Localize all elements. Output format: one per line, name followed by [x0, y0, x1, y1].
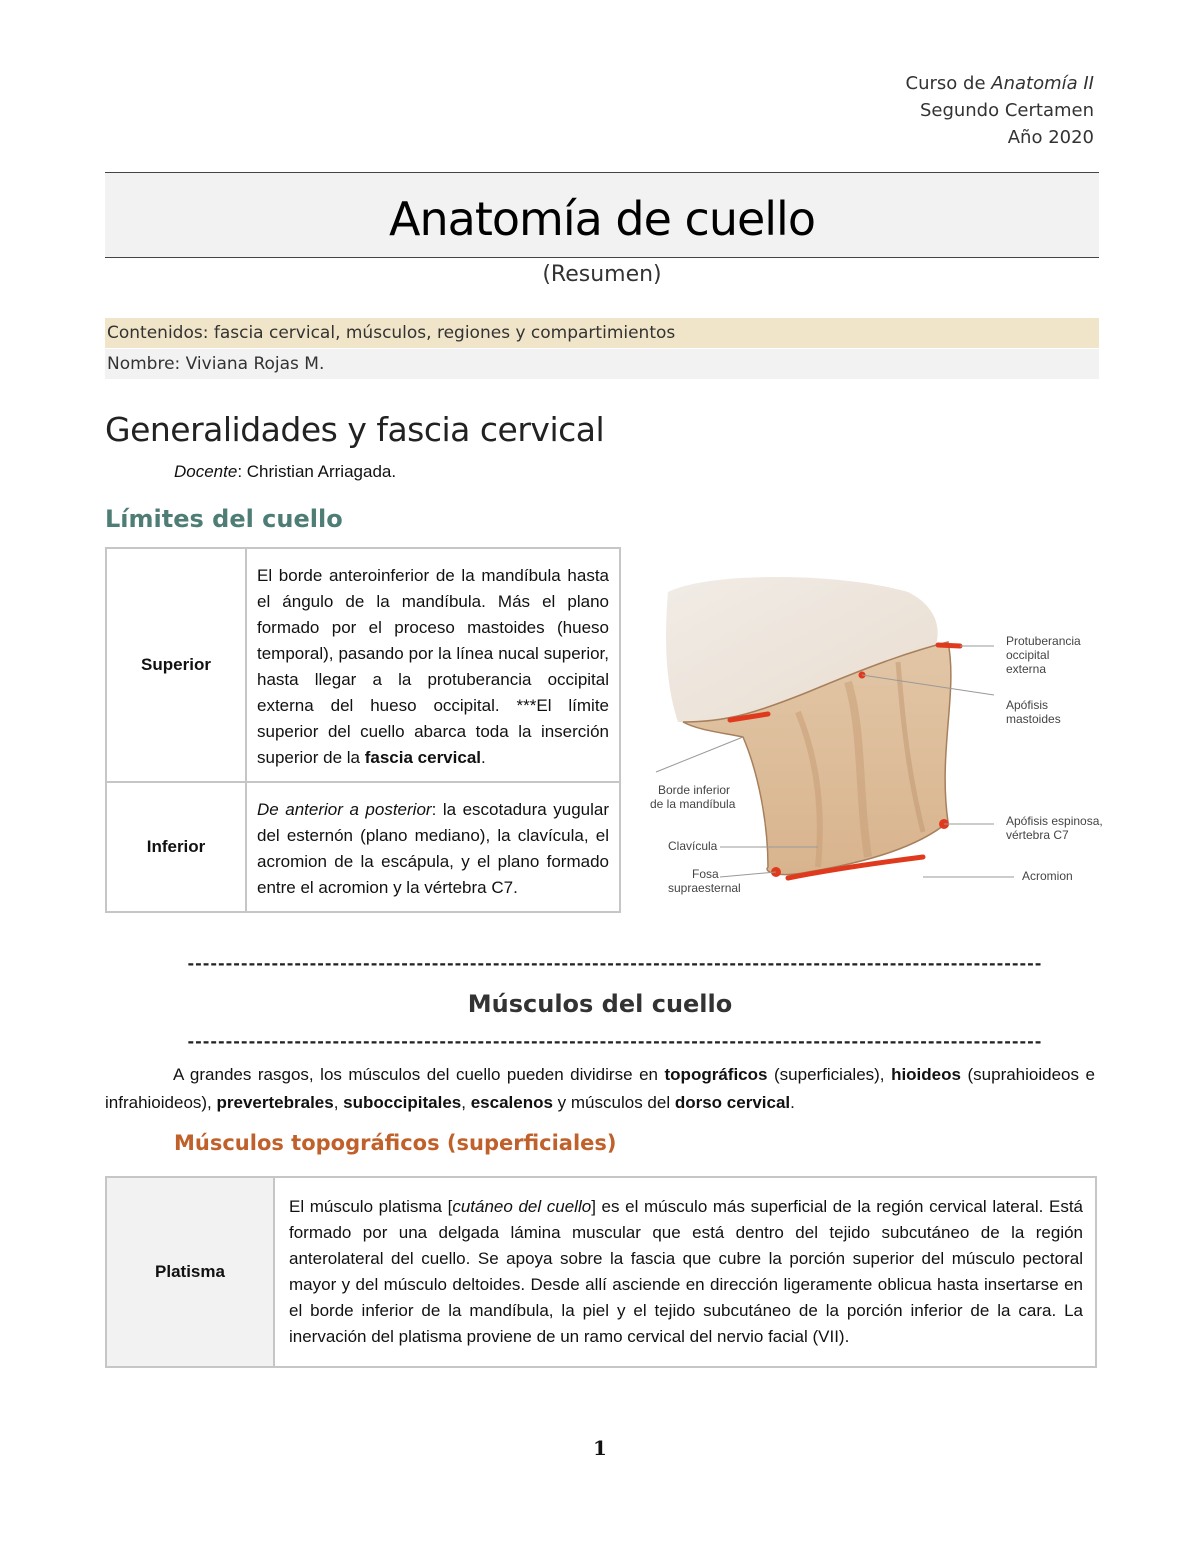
course-line: [906, 70, 1094, 97]
label-protuberancia-3: externa: [1006, 662, 1047, 676]
page-subtitle: (Resumen): [542, 262, 662, 287]
superior-text-end: .: [481, 748, 486, 767]
label-fosa-1: Fosa: [692, 867, 719, 881]
para-bold-prevertebrales: prevertebrales: [216, 1093, 334, 1112]
section-heading-musculos: Músculos del cuello: [467, 990, 733, 1018]
limits-heading: Límites del cuello: [105, 505, 343, 533]
table-row: [106, 548, 620, 782]
section-heading-generalidades: Generalidades y fascia cervical: [105, 410, 605, 449]
docente-line: [174, 462, 396, 482]
label-clavicula: Clavícula: [668, 839, 718, 853]
platisma-text-italic: cutáneo del cuello: [452, 1197, 592, 1216]
label-apofisis-1: Apófisis: [1006, 698, 1049, 712]
para-part: (suprahioideos e infrahioideos),: [105, 1065, 1095, 1112]
nombre-row: Nombre: Viviana Rojas M.: [105, 349, 1099, 379]
dash-separator-top: ----------------------------------------------------------------------------------------------------------------: [186, 954, 1041, 973]
label-apofisis-2: mastoides: [1006, 712, 1061, 726]
label-borde-2: de la mandíbula: [650, 797, 736, 811]
course-info: [906, 70, 1094, 151]
para-part: A grandes rasgos, los músculos del cuello pueden dividirse en: [173, 1065, 665, 1084]
para-part: .: [790, 1093, 795, 1112]
label-espinosa-2: vértebra C7: [1006, 828, 1069, 842]
superior-label: Superior: [106, 548, 246, 782]
page-title: Anatomía de cuello: [389, 192, 815, 246]
label-acromion: Acromion: [1022, 869, 1073, 883]
platisma-table: [105, 1176, 1097, 1368]
page-number: 1: [593, 1436, 607, 1460]
para-bold-hioideos: hioideos: [891, 1065, 961, 1084]
platisma-label: Platisma: [106, 1177, 274, 1367]
musculos-paragraph: [105, 1061, 1095, 1117]
title-box: [105, 172, 1099, 258]
docente-name: : Christian Arriagada.: [237, 462, 397, 481]
label-protuberancia-2: occipital: [1006, 648, 1050, 662]
table-row: [106, 782, 620, 912]
para-part: ,: [333, 1093, 344, 1112]
course-prefix: Curso de: [905, 73, 992, 94]
neck-illustration: [648, 572, 1128, 912]
para-bold-dorso: dorso cervical: [674, 1093, 791, 1112]
label-espinosa-1: Apófisis espinosa,: [1006, 814, 1103, 828]
table-row: [106, 1177, 1096, 1367]
exam-line: Segundo Certamen: [919, 100, 1094, 121]
superior-text: [246, 548, 620, 782]
para-part: ,: [461, 1093, 471, 1112]
inferior-label: Inferior: [106, 782, 246, 912]
platisma-text-part: ] es el músculo más superficial de la región cervical lateral. Está formado por una delgada lámina muscular que está dentro del tejido subcutáneo de la región anterolateral del cuello. Se apoya sobre la fascia que cubre la porción superior del músculo pectoral mayor y del músculo deltoides. Desde allí asciende en dirección ligeramente oblicua hasta insertarse en el borde inferior de la mandíbula, la piel y el tejido subcutáneo de la porción inferior de la cara. La inervación del platisma proviene de un ramo cervical del nervio facial (VII).: [289, 1197, 1083, 1346]
para-bold-topograficos: topográficos: [664, 1065, 768, 1084]
course-name: Anatomía II: [991, 73, 1094, 94]
superior-text-body: El borde anteroinferior de la mandíbula hasta el ángulo de la mandíbula. Más el plano formado por el proceso mastoides (hueso temporal), pasando por la línea nucal superior, hasta llegar a la protuberancia occipital externa del hueso occipital. ***El límite superior del cuello abarca toda la inserción superior de la: [257, 566, 609, 767]
year-line: Año 2020: [1007, 127, 1094, 148]
platisma-text: [274, 1177, 1096, 1367]
dash-separator-bottom: ----------------------------------------------------------------------------------------------------------------: [186, 1032, 1041, 1051]
topograficos-heading: Músculos topográficos (superficiales): [174, 1131, 617, 1155]
inferior-text-italic: De anterior a posterior: [257, 800, 432, 819]
limits-table: [105, 547, 621, 913]
contenidos-row: Contenidos: fascia cervical, músculos, regiones y compartimientos: [105, 318, 1099, 348]
para-bold-escalenos: escalenos: [470, 1093, 553, 1112]
label-fosa-2: supraesternal: [668, 881, 741, 895]
docente-label: Docente: [174, 462, 238, 481]
superior-text-bold: fascia cervical: [364, 748, 481, 767]
para-part: y músculos del: [552, 1093, 675, 1112]
para-part: (superficiales),: [767, 1065, 892, 1084]
occipital-marker: [938, 645, 960, 646]
para-bold-suboccipitales: suboccipitales: [343, 1093, 462, 1112]
label-protuberancia-1: Protuberancia: [1006, 634, 1081, 648]
platisma-text-part: El músculo platisma [: [289, 1197, 453, 1216]
label-borde-1: Borde inferior: [658, 783, 731, 797]
inferior-text-body: : la escotadura yugular del esternón (plano mediano), la clavícula, el acromion de la escápula, y el plano formado entre el acromion y la vértebra C7.: [257, 800, 610, 897]
inferior-text: [246, 782, 620, 912]
